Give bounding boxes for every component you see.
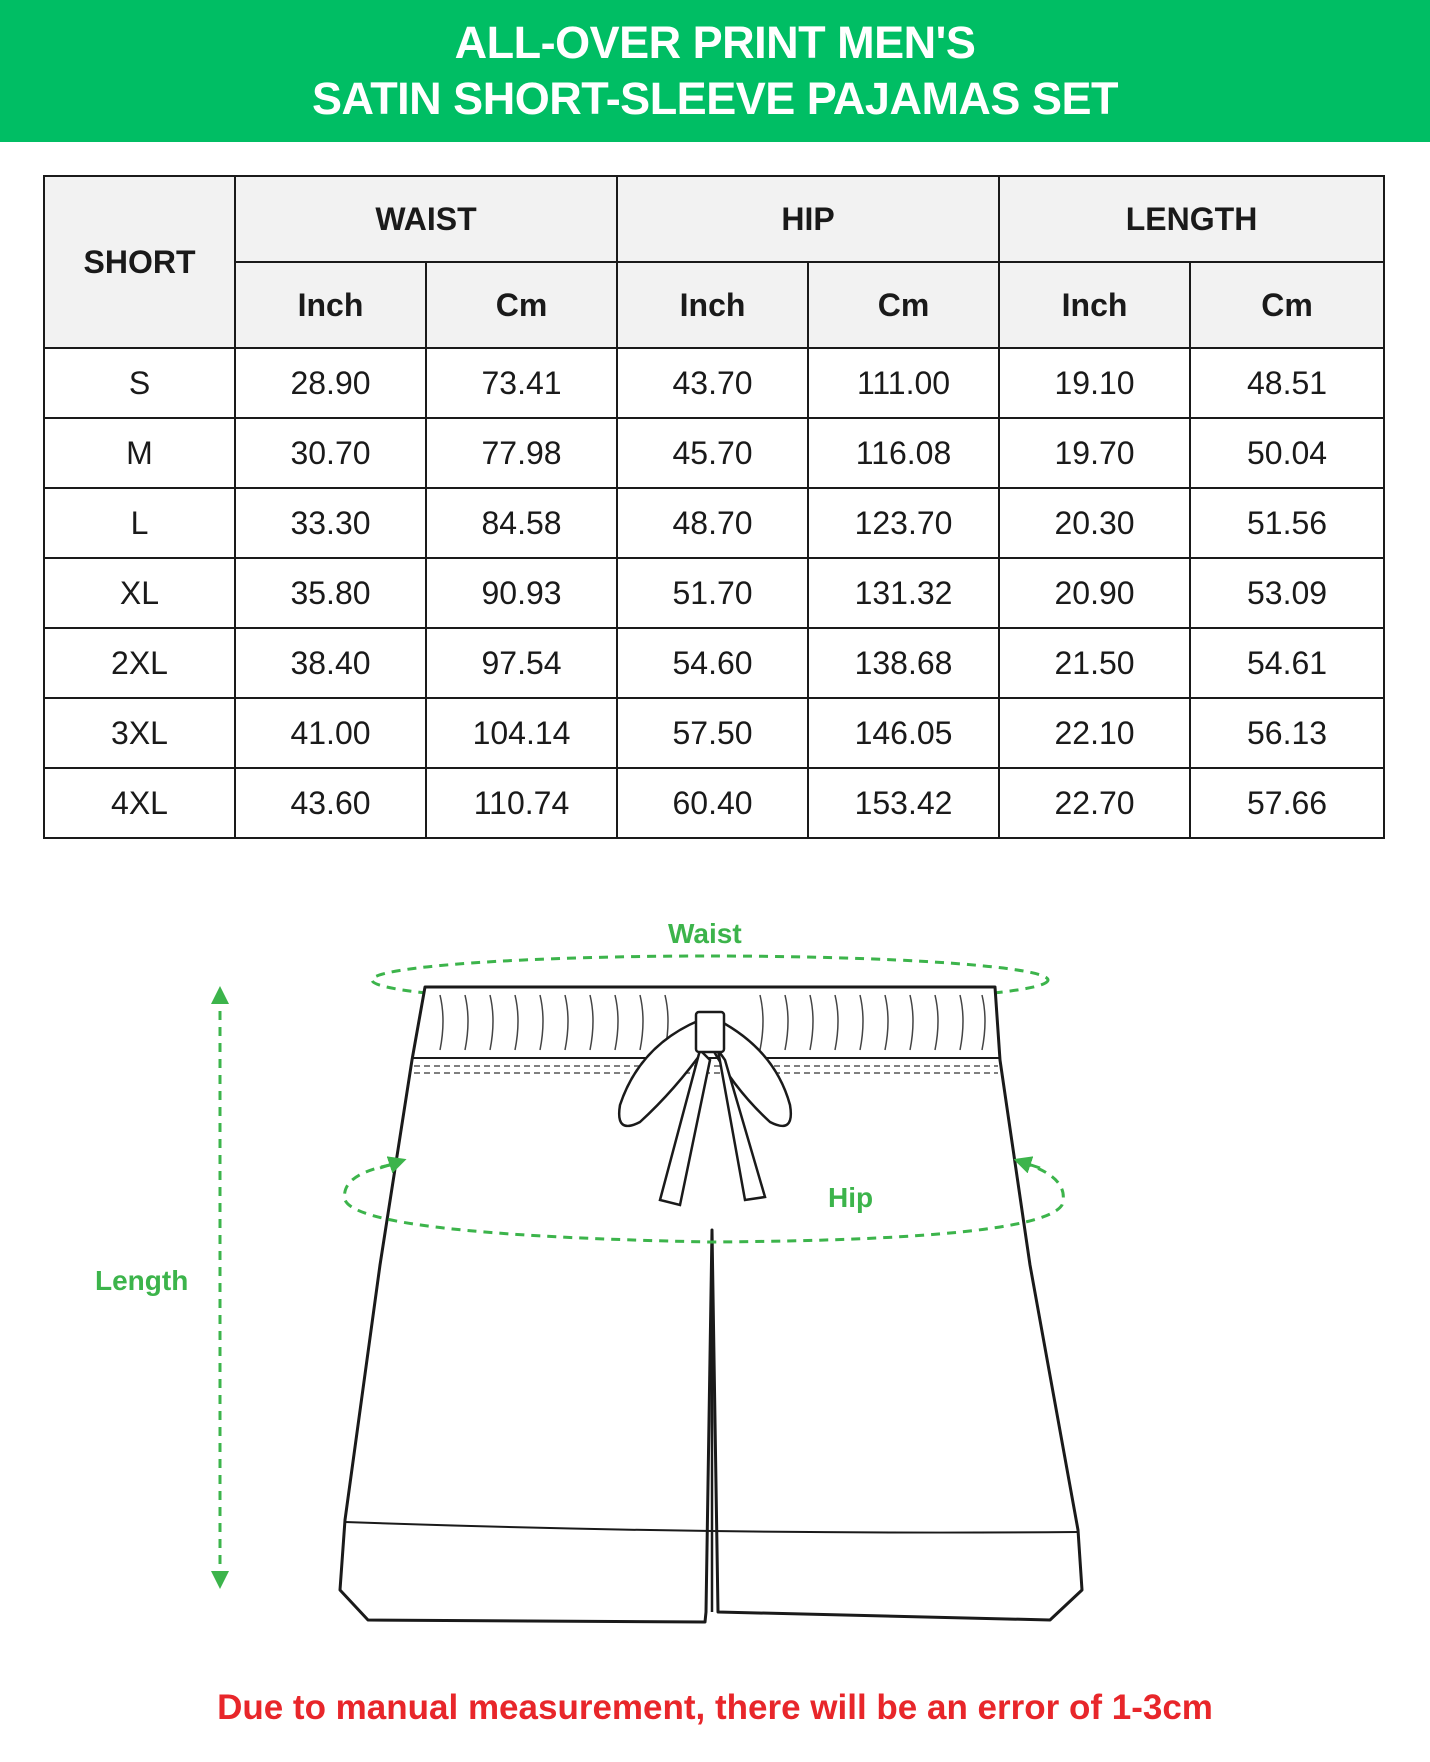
measurement-cell: 50.04 — [1190, 418, 1384, 488]
title-line-2: SATIN SHORT-SLEEVE PAJAMAS SET — [312, 73, 1118, 124]
measurement-cell: 97.54 — [426, 628, 617, 698]
measurement-cell: 43.60 — [235, 768, 426, 838]
measurement-cell: 57.50 — [617, 698, 808, 768]
unit-header: Cm — [1190, 262, 1384, 348]
measurement-cell: 30.70 — [235, 418, 426, 488]
table-header-row — [44, 176, 1384, 262]
measurement-cell: 48.70 — [617, 488, 808, 558]
measurement-cell: 38.40 — [235, 628, 426, 698]
title-line-1: ALL-OVER PRINT MEN'S — [454, 17, 976, 68]
measurement-cell: 28.90 — [235, 348, 426, 418]
size-column-header: SHORT — [44, 176, 235, 348]
shorts-illustration — [0, 900, 1430, 1640]
measurement-cell: 153.42 — [808, 768, 999, 838]
waist-header: WAIST — [235, 176, 617, 262]
unit-header: Cm — [426, 262, 617, 348]
measurement-cell: 146.05 — [808, 698, 999, 768]
title-banner — [0, 0, 1430, 142]
measurement-cell: 84.58 — [426, 488, 617, 558]
measurement-cell: 51.56 — [1190, 488, 1384, 558]
measurement-cell: 22.70 — [999, 768, 1190, 838]
measurement-cell: 45.70 — [617, 418, 808, 488]
table-row — [44, 348, 1384, 418]
measurement-cell: 111.00 — [808, 348, 999, 418]
unit-header: Inch — [617, 262, 808, 348]
measurement-cell: 53.09 — [1190, 558, 1384, 628]
measurement-cell: 54.61 — [1190, 628, 1384, 698]
measurement-cell: 73.41 — [426, 348, 617, 418]
unit-header: Inch — [999, 262, 1190, 348]
measurement-cell: 33.30 — [235, 488, 426, 558]
table-row — [44, 698, 1384, 768]
size-cell: 4XL — [44, 768, 235, 838]
length-header: LENGTH — [999, 176, 1384, 262]
measurement-cell: 54.60 — [617, 628, 808, 698]
size-chart-table — [43, 175, 1385, 839]
table-row — [44, 558, 1384, 628]
measurement-cell: 20.30 — [999, 488, 1190, 558]
measurement-cell: 77.98 — [426, 418, 617, 488]
measurement-cell: 20.90 — [999, 558, 1190, 628]
table-row — [44, 628, 1384, 698]
shorts-outline — [340, 987, 1082, 1622]
measurement-cell: 21.50 — [999, 628, 1190, 698]
measurement-cell: 123.70 — [808, 488, 999, 558]
unit-header: Inch — [235, 262, 426, 348]
size-cell: M — [44, 418, 235, 488]
size-cell: 3XL — [44, 698, 235, 768]
size-cell: S — [44, 348, 235, 418]
measurement-cell: 131.32 — [808, 558, 999, 628]
measurement-cell: 22.10 — [999, 698, 1190, 768]
measurement-cell: 110.74 — [426, 768, 617, 838]
unit-header: Cm — [808, 262, 999, 348]
measurement-cell: 116.08 — [808, 418, 999, 488]
measurement-note: Due to manual measurement, there will be an error of 1-3cm — [217, 1688, 1213, 1727]
table-row — [44, 418, 1384, 488]
measurement-cell: 90.93 — [426, 558, 617, 628]
table-row — [44, 768, 1384, 838]
table-row — [44, 488, 1384, 558]
hip-header: HIP — [617, 176, 999, 262]
measurement-cell: 57.66 — [1190, 768, 1384, 838]
measurement-cell: 41.00 — [235, 698, 426, 768]
hip-label: Hip — [828, 1182, 874, 1213]
measurement-cell: 51.70 — [617, 558, 808, 628]
length-label: Length — [95, 1265, 189, 1296]
size-cell: 2XL — [44, 628, 235, 698]
measurement-cell: 19.70 — [999, 418, 1190, 488]
measurement-cell: 60.40 — [617, 768, 808, 838]
waist-label: Waist — [668, 918, 742, 949]
measurement-cell: 138.68 — [808, 628, 999, 698]
table-unit-row — [44, 262, 1384, 348]
shorts-diagram — [0, 900, 1430, 1640]
measurement-cell: 43.70 — [617, 348, 808, 418]
size-cell: XL — [44, 558, 235, 628]
measurement-cell: 35.80 — [235, 558, 426, 628]
measurement-cell: 48.51 — [1190, 348, 1384, 418]
measurement-cell: 56.13 — [1190, 698, 1384, 768]
measurement-cell: 19.10 — [999, 348, 1190, 418]
measurement-cell: 104.14 — [426, 698, 617, 768]
size-cell: L — [44, 488, 235, 558]
